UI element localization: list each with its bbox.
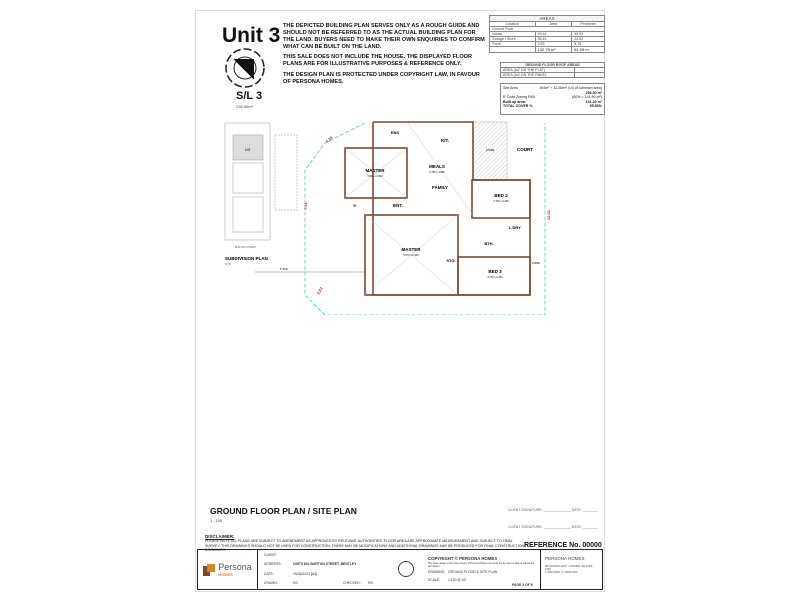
drawing-value: GROUND FLOOR & SITE PLAN	[448, 570, 498, 574]
value: 131.20 m²	[585, 99, 602, 104]
table-row: AREA (m2 ON THE RAKE)	[501, 73, 575, 78]
dimension: 12.31	[546, 209, 551, 220]
scale-label: SCALE:	[428, 578, 441, 582]
dimension: 2.83	[315, 286, 324, 296]
copyright-note: The these design is the sole property of Persona Homes and must not be used or altered without the permission.	[428, 562, 535, 568]
room-ensuite: ENS	[390, 130, 400, 135]
stamp-circle	[398, 561, 414, 577]
table-row: Garage / Store 35.44 24.52	[490, 37, 605, 42]
dimension: 4.36	[324, 134, 334, 144]
column-header: Area	[535, 22, 572, 27]
room-size: 6.780 x 4.890	[429, 171, 445, 174]
client-signature-2: CLIENT SIGNATURE: ______________ DATE: ________	[508, 525, 599, 529]
reference-number: REFERENCE No. 00000	[524, 542, 602, 549]
room-family: FAMILY	[431, 185, 449, 190]
value: 55.50%	[589, 104, 602, 108]
room-garage: MASTER	[401, 247, 421, 252]
site-area-value: 236.50 m²	[585, 90, 602, 95]
note: THIS SALE DOES NOT INCLUDE THE HOUSE. THE DISPLAYED FLOOR PLANS ARE FOR ILLUSTRATIVE PURPOSES & REFERENCE ONLY.	[283, 54, 473, 68]
site-area-box	[500, 83, 605, 115]
areas-table	[489, 15, 605, 53]
floor-plan	[195, 115, 605, 315]
room-porch: P.	[353, 203, 357, 208]
room-bed2: BED 2	[494, 193, 508, 198]
client-signature-1: CLIENT SIGNATURE: ______________ DATE: ________	[508, 508, 599, 512]
disclaimer: DISCLAIMER: PLEASE NOTE ALL PLANS ARE SUBJECT TO AMENDMENT AS APPROVED BY RELEVANT AUTHORITIES. FLOOR AREA ARE APPROXIMATE MEASUREMENT AND SUBJECT TO FINAL SURVEY. THIS DRAWINGS SHOULD NOT BE USED FOR CONSTRUCTION. THERE MAY BE MODIFICATIONS AND ADDITIONAL DRAWINGS MAY BE PRODUCED FOR FINAL CONSTRUCTION DRAWINGS.	[205, 534, 525, 553]
group-label: Ground Floor	[490, 27, 605, 32]
date-value: 15/06/2021 [A3]	[293, 572, 317, 576]
column-header: Location	[490, 22, 536, 27]
room-master: MASTER	[365, 168, 385, 173]
label: Site Area	[503, 86, 518, 90]
room-size: 4.770 x 2.400	[487, 276, 503, 279]
plan-scale: 1 : 100	[210, 518, 223, 523]
unit-title: Unit 3	[222, 24, 281, 47]
copyright: COPYRIGHT © PERSONA HOMES	[428, 556, 498, 561]
note: THE DEPICTED BUILDING PLAN SERVES ONLY AS A ROUGH GUIDE AND SHOULD NOT BE REFERRED TO AS THE ACTUAL BUILDING PLAN FOR THE LAND. BUYERS NEED TO MAKE THEIR OWN ENQUIRIES TO CONFIRM WHAT CAN BE BUILT ON THE LAND.	[283, 23, 485, 51]
table-row: House 93.62 55.93	[490, 32, 605, 37]
persona-logo: Persona HOMES	[198, 550, 258, 589]
value: (60% = 141.90 m²)	[572, 95, 602, 99]
roof-title: GROUND FLOOR ROOF AREAS	[501, 63, 605, 68]
subdivision-unit: U3	[245, 147, 251, 152]
table-row: Porch 3.83 8.78	[490, 42, 605, 47]
room-size: 3.690 x 4.510	[367, 175, 383, 178]
room-size: 2.730 x 2.460	[493, 200, 509, 203]
scale-value: 1:100 @ A3	[448, 578, 466, 582]
dimension: 7.31	[303, 202, 308, 210]
value: 194m² + 42.50m² (1/4 of common area)	[539, 86, 602, 90]
room-size: 5.670 x 6.420	[403, 254, 419, 257]
room-bed3: BED 3	[488, 269, 502, 274]
checked-value: RG	[368, 581, 374, 585]
lot-boundary	[305, 123, 545, 315]
room-bath: BTH.	[484, 241, 494, 246]
subdivision-sub: NTS	[225, 262, 231, 266]
logo-mark-icon	[203, 564, 215, 576]
client-label: CLIENT:	[264, 553, 277, 557]
label: R Code Zoning R60	[503, 95, 535, 99]
plan-title: GROUND FLOOR PLAN / SITE PLAN	[210, 506, 357, 516]
address-label: ADDRESS:	[264, 562, 282, 566]
compass-icon	[222, 45, 268, 91]
label: Built up area:	[503, 99, 526, 104]
room-kitchen: KIT.	[440, 138, 450, 143]
label: TOTAL COVER %	[503, 104, 533, 108]
room-court: COURT	[517, 147, 533, 152]
drawing-label: DRAWING:	[428, 570, 446, 574]
roof-areas-table	[500, 62, 605, 78]
room-store: STO.	[446, 258, 456, 263]
company-info: PERSONA HOMES 98 CANNING HWY, CANNING VALE WA 6155 T: 0000 0000 | F: 0000 0000	[540, 550, 602, 589]
room-entry: ENT.	[393, 203, 403, 208]
street-label: BURTON STREET	[235, 246, 257, 249]
subdivision-plan	[225, 123, 297, 240]
date-label: DATE:	[264, 572, 274, 576]
lot-area: 236.50m²	[236, 104, 253, 109]
address-value: UNIT3 601 BURTON STREET, BENTLEY	[293, 562, 357, 566]
room-store-label: STORE	[485, 149, 495, 152]
column-header: Perimeter	[572, 22, 605, 27]
lot-number: S/L 3	[236, 90, 263, 102]
disclaimer-notes	[283, 23, 488, 89]
note: THE DESIGN PLAN IS PROTECTED UNDER COPYRIGHT LAW, IN FAVOUR OF PERSONA HOMES.	[283, 71, 480, 85]
room-laundry: L'DRY	[509, 225, 521, 230]
room-meals: MEALS	[429, 164, 445, 169]
areas-title: AREAS	[490, 16, 605, 22]
page-number: PAGE 2 OF 6	[512, 583, 533, 587]
drawn-label: DRAWN:	[264, 581, 278, 585]
table-row: AREA (m2 ON THE FLAT)	[501, 68, 575, 73]
total-row: 132.78 m² 61.09 m	[490, 47, 605, 53]
checked-label: CHECKED:	[343, 581, 361, 585]
drawn-value: KG	[293, 581, 298, 585]
dimension: 7.710	[280, 267, 288, 271]
dimension: 1.000	[532, 261, 540, 265]
subdivision-title: SUBDIVISION PLAN	[225, 256, 268, 261]
title-block	[197, 549, 603, 590]
